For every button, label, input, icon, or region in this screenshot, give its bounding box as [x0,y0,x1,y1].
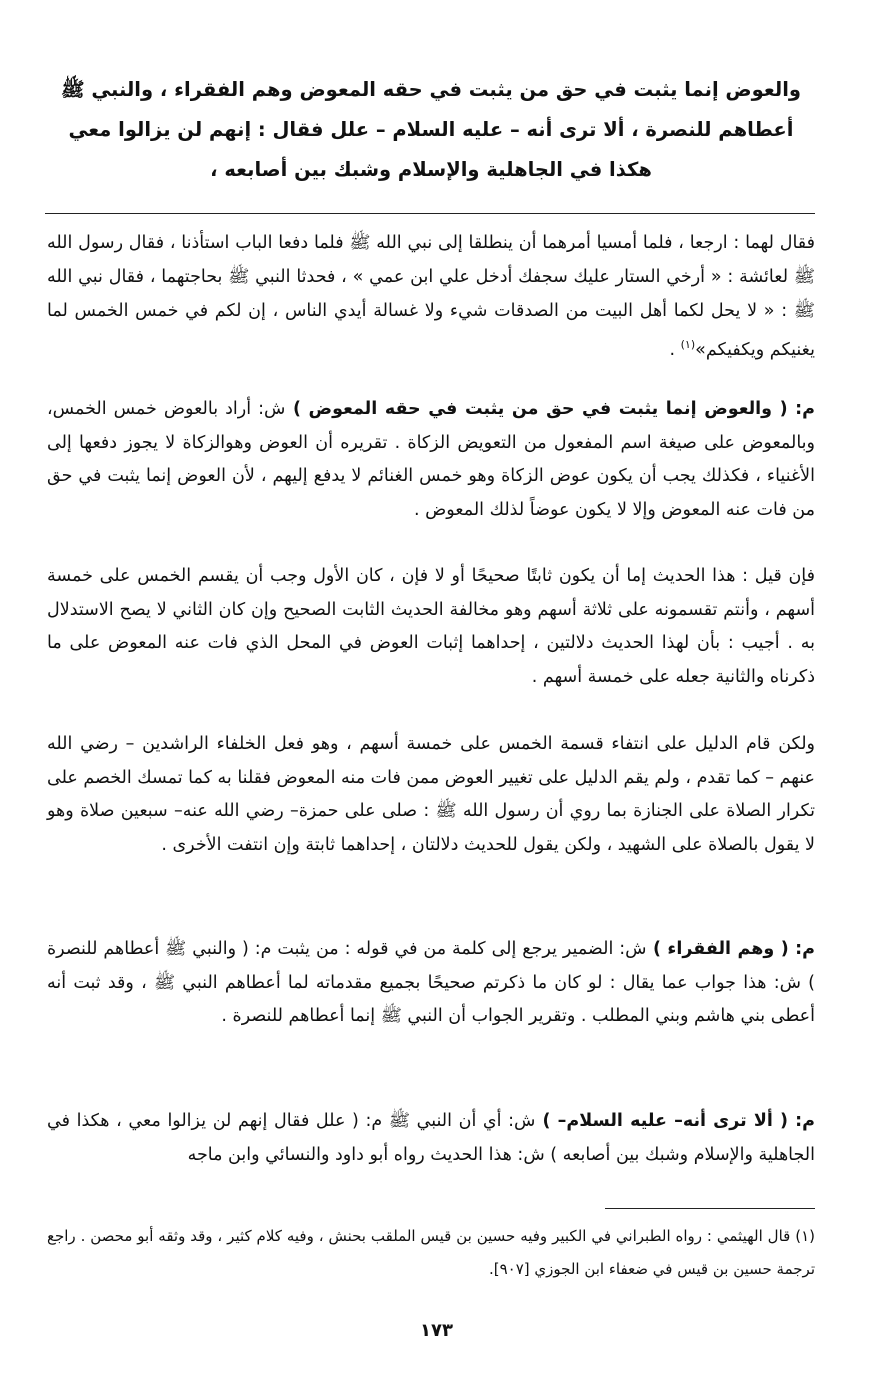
top-divider [45,213,815,214]
matn-quote: م: ( ألا ترى أنه– عليه السلام– ) [535,1111,815,1131]
footnote-marker: (١) [680,338,696,351]
matn-text [47,70,815,190]
matn-quote: م: ( وهم الفقراء ) [646,939,815,959]
sharh-body: ش: أي أن النبي ﷺ م: ( علل فقال إنهم لن يزالوا معي ، هكذا في الجاهلية والإسلام وشبك بين أصابعه ) ش: هذا الحديث رواه أبو داود والنسائي وابن ماجه [47,1111,815,1165]
hadith-continuation [47,226,815,367]
footnote-divider [605,1208,815,1209]
sharh-paragraph-2 [47,560,815,694]
sharh-paragraph-4 [47,933,815,1034]
sharh-body: ولكن قام الدليل على انتفاء قسمة الخمس على خمسة أسهم ، وهو فعل الخلفاء الراشدين – رضي الله عنهم – كما تقدم ، ولم يقم الدليل على تغيير العوض ممن فات منه المعوض فقلنا به كما تمسك الخصم على تكرار الصلاة على الجنازة بما روي أن رسول الله ﷺ : صلى على حمزة– رضي الله عنه– سبعين صلاة وهو لا يقول بالصلاة على الشهيد ، ولكن يقول للحديث دلالتان ، إحداهما ثابتة وإن انتفت الأخرى . [47,734,815,855]
hadith-paragraph [47,226,815,367]
hadith-text: فقال لهما : ارجعا ، فلما أمسيا أمرهما أن ينطلقا إلى نبي الله ﷺ فلما دفعا الباب استأذنا ، فقال رسول الله ﷺ لعائشة : « أرخي الستار عليك سجفك أدخل علي ابن عمي » ، فحدثا النبي ﷺ بحاجتهما ، فقال نبي الله ﷺ : « لا يحل لكما أهل البيت من الصدقات شيء ولا غسالة أيدي الناس ، إن لكم في خمس الخمس لما يغنيكم ويكفيكم» [47,233,815,360]
sharh-body: ش: أراد بالعوض خمس الخمس، وبالمعوض على صيغة اسم المفعول من التعويض الزكاة . تقريره أن العوض وهوالزكاة لا يجوز دفعها إلى الأغنياء ، فكذلك يجب أن يكون عوض الزكاة وهو خمس الغنائم لا يدفع إليهم ، لأن العوض إنما يثبت في حق من فات عنه المعوض وإلا لا يكون عوضاً لذلك المعوض . [47,399,815,520]
sharh-paragraph-1 [47,393,815,527]
sharh-paragraph-3 [47,728,815,862]
page-number: ١٧٣ [420,1320,453,1341]
hadith-end: . [669,339,681,360]
sharh-body: ش: الضمير يرجع إلى كلمة من في قوله : من يثبت م: ( والنبي ﷺ أعطاهم للنصرة ) ش: هذا جواب عما يقال : لو كان ما ذكرتم صحيحًا بجميع مقدماته لما أعطاهم النبي ﷺ ، وقد ثبت أنه أعطى بني هاشم وبني المطلب . وتقرير الجواب أن النبي ﷺ إنما أعطاهم للنصرة . [47,939,815,1026]
sharh-paragraph-5 [47,1105,815,1172]
footnote [47,1220,815,1286]
matn-paragraph: والعوض إنما يثبت في حق من يثبت في حقه المعوض وهم الفقراء ، والنبي ﷺ أعطاهم للنصرة ، ألا ترى أنه – عليه السلام – علل فقال : إنهم لن يزالوا معي هكذا في الجاهلية والإسلام وشبك بين أصابعه ، [60,78,802,181]
matn-quote: م: ( والعوض إنما يثبت في حق من يثبت في حقه المعوض ) [285,399,816,419]
footnote-text: (١) قال الهيثمي : رواه الطبراني في الكبير وفيه حسين بن قيس الملقب بحنش ، وفيه كلام كثير ، وقد وثقه أبو محصن . راجع ترجمة حسين بن قيس في ضعفاء ابن الجوزي [٩٠٧]. [47,1227,815,1278]
sharh-body: فإن قيل : هذا الحديث إما أن يكون ثابتًا صحيحًا أو لا فإن ، كان الأول وجب أن يقسم الخمس على خمسة أسهم ، وأنتم تقسمونه على ثلاثة أسهم وهو مخالفة الحديث الثابت الصحيح وإن كان الثاني لا يصح الاستدلال به . أجيب : بأن لهذا الحديث دلالتين ، إحداهما إثبات العوض في المحل الذي فات عنه المعوض على ما ذكرناه والثانية جعله على خمسة أسهم . [47,566,815,687]
